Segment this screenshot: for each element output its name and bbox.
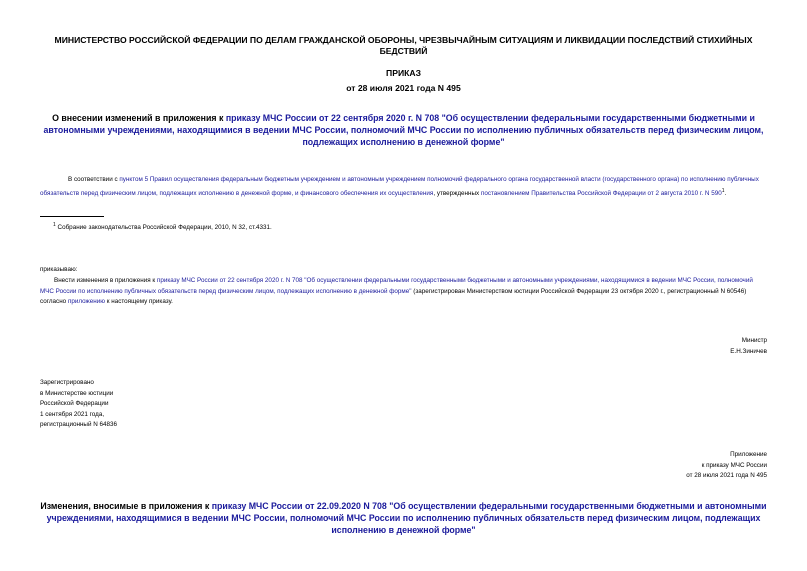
footnote-divider xyxy=(40,216,104,217)
changes-title-prefix: Изменения, вносимые в приложения к xyxy=(40,501,212,511)
registration-line: 1 сентября 2021 года, xyxy=(40,410,105,418)
rules-clause-link[interactable]: пунктом 5 Правил осуществления федеральным бюджетным учреждением и автономным учреждением полномочий федерального органа государственной власти (государственного органа) по исполнению публичных обязательств перед физическим лицом, подлежащих исполнению в денежной форме, и финансового обеспечения их осуществления xyxy=(40,176,759,197)
signature-block xyxy=(730,336,767,357)
registration-block xyxy=(40,378,117,431)
title-prefix: О внесении изменений в приложения к xyxy=(52,113,226,123)
title-order-link[interactable]: приказу МЧС России от 22 сентября 2020 г. N 708 "Об осуществлении федеральными государственными бюджетными и автономными учреждениями, находящимися в ведении МЧС России, полномочий МЧС России по исполнению публичных обязательств перед физическим лицом, подлежащих исполнению в денежной форме" xyxy=(43,113,764,147)
order-word: приказываю: xyxy=(40,266,78,273)
preamble-text-2: , утвержденных xyxy=(433,189,481,197)
order-text-3: к настоящему приказу. xyxy=(104,298,173,305)
government-decree-link[interactable]: постановлением Правительства Российской Федерации от 2 августа 2010 г. N 590 xyxy=(480,189,722,197)
footnote-mark: 1 xyxy=(53,222,56,228)
order-text-2: (зарегистрирован Министерством юстиции Российской Федерации 23 октября 2020 г., регистрационный N 60546) согласно xyxy=(40,287,747,305)
signature-position: Министр xyxy=(741,337,767,344)
appendix-line: от 28 июля 2021 года N 495 xyxy=(686,472,767,479)
registration-line: регистрационный N 64836 xyxy=(40,421,118,428)
document-title xyxy=(40,112,767,148)
changes-order-link[interactable]: приказу МЧС России от 22.09.2020 N 708 "Об осуществлении федеральными государственными бюджетными и автономными учреждениями, находящимися в ведении МЧС России, полномочий МЧС России по исполнению публичных обязательств перед физическим лицом, подлежащих исполнению в денежной форме" xyxy=(46,501,767,535)
registration-line: Российской Федерации xyxy=(40,400,109,407)
registration-line: в Министерстве юстиции xyxy=(40,389,114,397)
footnote-ref[interactable]: 1 xyxy=(721,187,725,194)
registration-line: Зарегистрировано xyxy=(40,379,94,386)
preamble-text-1: В соответствии с xyxy=(68,176,120,183)
appendix-block xyxy=(686,450,767,482)
order-text-1: Внести изменения в приложения к xyxy=(54,277,157,284)
doc-type: ПРИКАЗ xyxy=(386,68,421,78)
appendix-line: к приказу МЧС России xyxy=(701,461,767,469)
signature-name: Е.Н.Зиничев xyxy=(730,347,767,355)
preamble-paragraph xyxy=(40,175,767,199)
ministry-heading: МИНИСТЕРСТВО РОССИЙСКОЙ ФЕДЕРАЦИИ ПО ДЕЛАМ ГРАЖДАНСКОЙ ОБОРОНЫ, ЧРЕЗВЫЧАЙНЫМ СИТУАЦИЯМ И ЛИКВИДАЦИИ ПОСЛЕДСТВИЙ СТИХИЙНЫХ БЕДСТВИЙ xyxy=(54,35,753,56)
appendix-link[interactable]: приложению xyxy=(67,298,105,305)
footnote-text: Собрание законодательства Российской Федерации, 2010, N 32, ст.4331. xyxy=(57,224,272,232)
preamble-text-3: . xyxy=(724,189,727,197)
appendix-line: Приложение xyxy=(730,451,767,458)
changes-title xyxy=(40,500,767,536)
footnote xyxy=(53,220,272,234)
amended-order-link[interactable]: приказу МЧС России от 22 сентября 2020 г. N 708 "Об осуществлении федеральными государственными бюджетными и автономными учреждениями, находящимися в ведении МЧС России, полномочий МЧС России по исполнению публичных обязательств перед физическим лицом, подлежащих исполнению в денежной форме" xyxy=(40,277,753,295)
doc-date: от 28 июля 2021 года N 495 xyxy=(346,83,461,93)
order-paragraph xyxy=(40,276,767,308)
